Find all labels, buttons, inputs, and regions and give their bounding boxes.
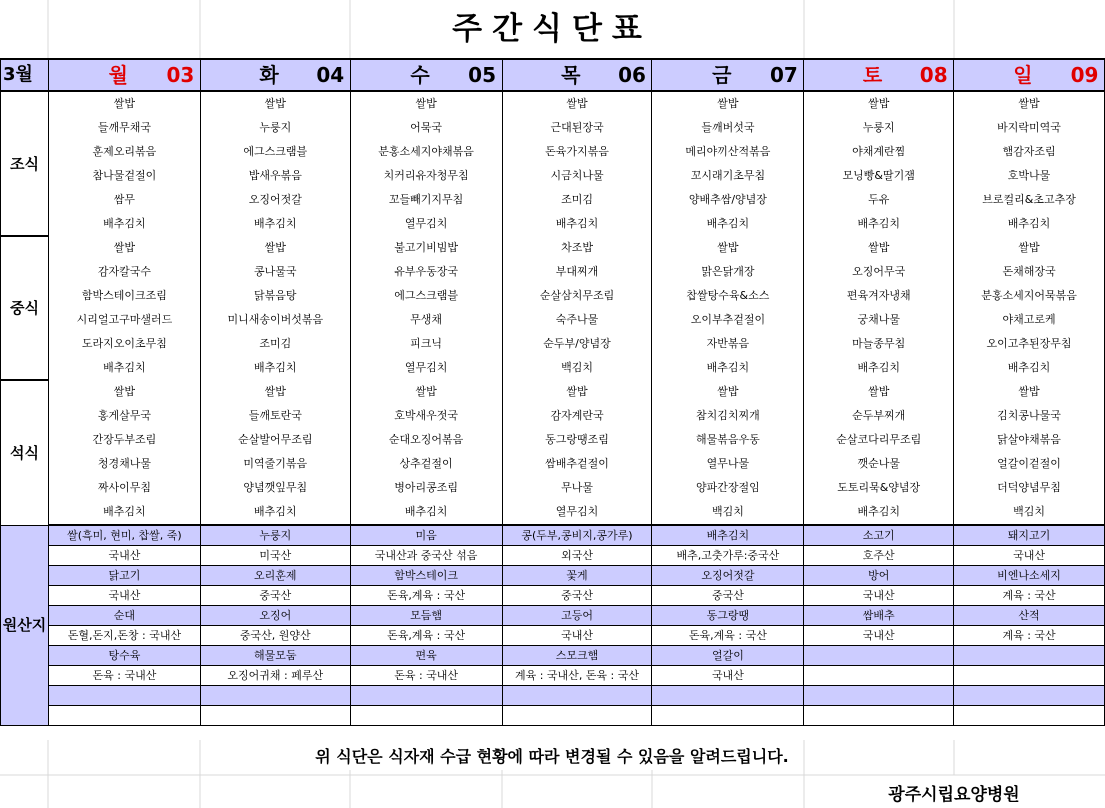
menu-item: 무나물 [502, 476, 652, 500]
menu-item: 분홍소세지야채볶음 [350, 140, 502, 164]
menu-item: 쌀밥 [200, 236, 350, 260]
origin-ingredient [502, 686, 652, 706]
origin-ingredient: 얼갈이 [652, 646, 804, 666]
meal-label: 석식 [1, 380, 49, 525]
origin-ingredient [652, 686, 804, 706]
meal-label: 조식 [1, 91, 49, 236]
menu-item: 마늘종무침 [804, 332, 954, 356]
menu-item: 근대된장국 [502, 116, 652, 140]
origin-country [804, 666, 954, 686]
menu-item: 쌀밥 [502, 380, 652, 404]
menu-item: 깻순나물 [804, 452, 954, 476]
menu-item: 쌀밥 [804, 91, 954, 116]
origin-ingredient: 미음 [350, 525, 502, 546]
menu-item: 꼬들빼기지무침 [350, 188, 502, 212]
menu-item: 배추김치 [200, 212, 350, 236]
menu-item: 쌈무 [48, 188, 200, 212]
menu-item: 피크닉 [350, 332, 502, 356]
origin-country: 계육 : 국산 [954, 586, 1105, 606]
menu-item: 차조밥 [502, 236, 652, 260]
menu-item: 밥새우볶음 [200, 164, 350, 188]
day-date: 03 [166, 63, 195, 87]
day-header [954, 59, 1105, 91]
hospital-name: 광주시립요양병원 [888, 785, 1020, 805]
menu-item: 치커리유자청무침 [350, 164, 502, 188]
day-date: 06 [618, 63, 646, 87]
menu-item: 쌀밥 [200, 91, 350, 116]
menu-item: 배추김치 [652, 356, 804, 380]
origin-country: 외국산 [502, 546, 652, 566]
origin-country: 국내산 [48, 586, 200, 606]
origin-ingredient [48, 686, 200, 706]
menu-item: 양념깻잎무침 [200, 476, 350, 500]
origin-ingredient: 편육 [350, 646, 502, 666]
menu-row [1, 404, 1105, 428]
menu-item: 콩나물국 [200, 260, 350, 284]
origin-country: 돈혈,돈지,돈창 : 국내산 [48, 626, 200, 646]
menu-row [1, 260, 1105, 284]
origin-country: 돈육,계육 : 국산 [350, 586, 502, 606]
origin-ingredient: 모듬햄 [350, 606, 502, 626]
origin-ingredient: 순대 [48, 606, 200, 626]
menu-item: 브로컬리&초고추장 [954, 188, 1105, 212]
menu-item: 조미김 [200, 332, 350, 356]
menu-item: 배추김치 [804, 212, 954, 236]
day-date: 07 [769, 63, 798, 87]
origin-country: 국내산 [804, 626, 954, 646]
menu-item: 배추김치 [954, 356, 1105, 380]
menu-item: 모닝빵&딸기잼 [804, 164, 954, 188]
menu-item: 백김치 [502, 356, 652, 380]
menu-row [1, 452, 1105, 476]
day-name: 수 [410, 63, 430, 87]
origin-country: 돈육 : 국내산 [350, 666, 502, 686]
menu-item: 배추김치 [48, 212, 200, 236]
day-name: 일 [1013, 63, 1033, 87]
origin-ingredient [954, 646, 1105, 666]
day-date: 05 [468, 63, 497, 87]
origin-ingredient: 닭고기 [48, 566, 200, 586]
origin-country: 계육 : 국내산, 돈육 : 국산 [502, 666, 652, 686]
menu-item: 쌀밥 [954, 236, 1105, 260]
menu-item: 쌀밥 [804, 380, 954, 404]
menu-item: 쌀밥 [652, 380, 804, 404]
menu-item: 무생채 [350, 308, 502, 332]
origin-country [804, 706, 954, 726]
menu-row [1, 380, 1105, 404]
origin-country: 돈육,계육 : 국산 [350, 626, 502, 646]
origin-country: 계육 : 국산 [954, 626, 1105, 646]
menu-row [1, 308, 1105, 332]
origin-country: 국내산과 중국산 섞음 [350, 546, 502, 566]
origin-ingredient: 돼지고기 [954, 525, 1105, 546]
weekly-menu-table [0, 58, 1105, 726]
menu-item: 쌀밥 [804, 236, 954, 260]
menu-item: 야채계란찜 [804, 140, 954, 164]
origin-ingredient: 동그랑땡 [652, 606, 804, 626]
origin-ingredient: 스모크햄 [502, 646, 652, 666]
origin-row [1, 686, 1105, 706]
origin-country [502, 706, 652, 726]
origin-ingredient: 탕수육 [48, 646, 200, 666]
menu-row [1, 500, 1105, 525]
menu-item: 오징어무국 [804, 260, 954, 284]
origin-ingredient: 산적 [954, 606, 1105, 626]
origin-ingredient: 고등어 [502, 606, 652, 626]
day-header [652, 59, 804, 91]
menu-item: 햄감자조림 [954, 140, 1105, 164]
origin-label: 원산지 [1, 525, 49, 726]
menu-row [1, 188, 1105, 212]
menu-item: 배추김치 [200, 500, 350, 525]
day-header [48, 59, 200, 91]
menu-item: 오징어젓갈 [200, 188, 350, 212]
menu-item: 궁채나물 [804, 308, 954, 332]
menu-item: 오이부추겉절이 [652, 308, 804, 332]
menu-item: 에그스크램블 [200, 140, 350, 164]
menu-item: 쌈배추겉절이 [502, 452, 652, 476]
menu-item: 순대오징어볶음 [350, 428, 502, 452]
menu-item: 불고기비빔밥 [350, 236, 502, 260]
origin-country: 국내산 [804, 586, 954, 606]
origin-ingredient: 방어 [804, 566, 954, 586]
origin-country: 돈육,계육 : 국산 [652, 626, 804, 646]
menu-item: 두유 [804, 188, 954, 212]
origin-country [954, 666, 1105, 686]
origin-row [1, 646, 1105, 666]
origin-country: 국내산 [48, 546, 200, 566]
origin-country [48, 706, 200, 726]
origin-country: 중국산 [652, 586, 804, 606]
menu-item: 쌀밥 [350, 380, 502, 404]
menu-item: 쌀밥 [48, 91, 200, 116]
menu-item: 김치콩나물국 [954, 404, 1105, 428]
menu-item: 열무나물 [652, 452, 804, 476]
menu-item: 도토리묵&양념장 [804, 476, 954, 500]
origin-country: 중국산, 원양산 [200, 626, 350, 646]
origin-country: 배추,고춧가루:중국산 [652, 546, 804, 566]
menu-item: 메리야끼산적볶음 [652, 140, 804, 164]
day-name: 화 [259, 63, 279, 87]
menu-item: 감자칼국수 [48, 260, 200, 284]
menu-item: 양파간장절임 [652, 476, 804, 500]
menu-item: 자반볶음 [652, 332, 804, 356]
origin-ingredient [804, 686, 954, 706]
menu-row [1, 212, 1105, 236]
menu-item: 닭볶음탕 [200, 284, 350, 308]
day-name: 목 [561, 63, 581, 87]
origin-country [954, 706, 1105, 726]
menu-item: 닭살야채볶음 [954, 428, 1105, 452]
day-header [350, 59, 502, 91]
origin-country: 오징어귀채 : 페루산 [200, 666, 350, 686]
menu-item: 쌀밥 [48, 380, 200, 404]
origin-row [1, 626, 1105, 646]
origin-country: 호주산 [804, 546, 954, 566]
menu-item: 백김치 [652, 500, 804, 525]
menu-row [1, 140, 1105, 164]
day-date: 08 [919, 63, 948, 87]
menu-item: 시금치나물 [502, 164, 652, 188]
menu-item: 부대찌개 [502, 260, 652, 284]
menu-item: 순두부/양념장 [502, 332, 652, 356]
menu-item: 배추김치 [954, 212, 1105, 236]
menu-row [1, 356, 1105, 380]
origin-row [1, 586, 1105, 606]
origin-ingredient: 함박스테이크 [350, 566, 502, 586]
origin-ingredient: 누룽지 [200, 525, 350, 546]
origin-country: 중국산 [502, 586, 652, 606]
origin-ingredient [350, 686, 502, 706]
origin-row [1, 546, 1105, 566]
day-date: 09 [1070, 63, 1099, 87]
menu-item: 배추김치 [48, 500, 200, 525]
menu-row [1, 284, 1105, 308]
menu-item: 배추김치 [48, 356, 200, 380]
menu-item: 더덕양념무침 [954, 476, 1105, 500]
menu-item: 쌀밥 [954, 91, 1105, 116]
menu-item: 들깨토란국 [200, 404, 350, 428]
menu-item: 순살삼치무조림 [502, 284, 652, 308]
menu-item: 쌀밥 [350, 91, 502, 116]
menu-row [1, 236, 1105, 260]
origin-ingredient: 콩(두부,콩비지,콩가루) [502, 525, 652, 546]
day-header [200, 59, 350, 91]
meal-label: 중식 [1, 236, 49, 380]
menu-row [1, 116, 1105, 140]
menu-item: 오이고추된장무침 [954, 332, 1105, 356]
menu-item: 쌀밥 [954, 380, 1105, 404]
menu-item: 누룽지 [200, 116, 350, 140]
origin-row [1, 606, 1105, 626]
origin-country [200, 706, 350, 726]
origin-row [1, 666, 1105, 686]
menu-item: 배추김치 [804, 500, 954, 525]
menu-item: 들깨버섯국 [652, 116, 804, 140]
day-name: 금 [712, 63, 732, 87]
origin-ingredient [200, 686, 350, 706]
menu-item: 참나물겉절이 [48, 164, 200, 188]
origin-country: 미국산 [200, 546, 350, 566]
menu-item: 누룽지 [804, 116, 954, 140]
menu-item: 도라지오이초무침 [48, 332, 200, 356]
menu-item: 쌀밥 [652, 91, 804, 116]
menu-item: 맑은닭개장 [652, 260, 804, 284]
origin-ingredient [954, 686, 1105, 706]
menu-item: 참치김치찌개 [652, 404, 804, 428]
menu-item: 순두부찌개 [804, 404, 954, 428]
day-header [804, 59, 954, 91]
origin-row [1, 706, 1105, 726]
menu-item: 꼬시래기초무침 [652, 164, 804, 188]
menu-item: 배추김치 [350, 500, 502, 525]
menu-item: 쌀밥 [652, 236, 804, 260]
origin-country [652, 706, 804, 726]
menu-item: 미니새송이버섯볶음 [200, 308, 350, 332]
origin-ingredient: 쌈배추 [804, 606, 954, 626]
page-title: 주간식단표 [452, 11, 652, 47]
origin-country: 국내산 [954, 546, 1105, 566]
menu-item: 호박새우젓국 [350, 404, 502, 428]
menu-item: 배추김치 [652, 212, 804, 236]
menu-item: 훈제오리볶음 [48, 140, 200, 164]
origin-country: 국내산 [502, 626, 652, 646]
menu-row [1, 91, 1105, 116]
menu-item: 열무김치 [350, 356, 502, 380]
menu-item: 백김치 [954, 500, 1105, 525]
menu-item: 순살발어무조림 [200, 428, 350, 452]
menu-row [1, 428, 1105, 452]
origin-country: 국내산 [652, 666, 804, 686]
origin-ingredient: 오징어젓갈 [652, 566, 804, 586]
menu-item: 동그랑땡조림 [502, 428, 652, 452]
origin-ingredient: 쌀(흑미, 현미, 찹쌀, 죽) [48, 525, 200, 546]
menu-item: 열무김치 [502, 500, 652, 525]
menu-item: 해물볶음우동 [652, 428, 804, 452]
menu-item: 조미김 [502, 188, 652, 212]
menu-row [1, 164, 1105, 188]
menu-item: 분홍소세지어묵볶음 [954, 284, 1105, 308]
menu-item: 돈채해장국 [954, 260, 1105, 284]
menu-item: 병아리콩조림 [350, 476, 502, 500]
origin-country [350, 706, 502, 726]
origin-country: 중국산 [200, 586, 350, 606]
change-notice: 위 식단은 식자재 수급 현황에 따라 변경될 수 있음을 알려드립니다. [315, 747, 789, 766]
origin-ingredient [804, 646, 954, 666]
menu-item: 미역줄기볶음 [200, 452, 350, 476]
menu-item: 숙주나물 [502, 308, 652, 332]
menu-item: 호박나물 [954, 164, 1105, 188]
menu-item: 쌀밥 [502, 91, 652, 116]
menu-item: 야채고로케 [954, 308, 1105, 332]
day-date: 04 [316, 63, 345, 87]
origin-ingredient: 오징어 [200, 606, 350, 626]
menu-item: 감자계란국 [502, 404, 652, 428]
menu-item: 들깨무채국 [48, 116, 200, 140]
menu-item: 순살코다리무조림 [804, 428, 954, 452]
origin-ingredient: 비엔나소세지 [954, 566, 1105, 586]
menu-item: 양배추쌈/양념장 [652, 188, 804, 212]
day-name: 토 [862, 63, 883, 87]
origin-ingredient: 해물모둠 [200, 646, 350, 666]
origin-row [1, 525, 1105, 546]
origin-ingredient: 배추김치 [652, 525, 804, 546]
menu-item: 바지락미역국 [954, 116, 1105, 140]
menu-item: 에그스크램블 [350, 284, 502, 308]
menu-item: 찹쌀탕수육&소스 [652, 284, 804, 308]
menu-row [1, 476, 1105, 500]
menu-item: 유부우동장국 [350, 260, 502, 284]
day-name: 월 [108, 63, 128, 87]
menu-row [1, 332, 1105, 356]
menu-item: 홍게살무국 [48, 404, 200, 428]
menu-item: 배추김치 [804, 356, 954, 380]
menu-item: 얼갈이겉절이 [954, 452, 1105, 476]
menu-item: 배추김치 [502, 212, 652, 236]
origin-country: 돈육 : 국내산 [48, 666, 200, 686]
menu-item: 시리얼고구마샐러드 [48, 308, 200, 332]
menu-item: 편육겨자냉채 [804, 284, 954, 308]
menu-item: 함박스테이크조림 [48, 284, 200, 308]
origin-ingredient: 오리훈제 [200, 566, 350, 586]
menu-item: 짜사이무침 [48, 476, 200, 500]
menu-item: 쌀밥 [48, 236, 200, 260]
menu-item: 청경채나물 [48, 452, 200, 476]
menu-item: 열무김치 [350, 212, 502, 236]
menu-item: 간장두부조림 [48, 428, 200, 452]
menu-item: 쌀밥 [200, 380, 350, 404]
menu-item: 상추겉절이 [350, 452, 502, 476]
origin-ingredient: 꽃게 [502, 566, 652, 586]
origin-ingredient: 소고기 [804, 525, 954, 546]
day-header [502, 59, 652, 91]
day-header-row [1, 59, 1105, 91]
menu-item: 어묵국 [350, 116, 502, 140]
menu-item: 돈육가지볶음 [502, 140, 652, 164]
month-label: 3월 [1, 59, 49, 91]
origin-row [1, 566, 1105, 586]
menu-item: 배추김치 [200, 356, 350, 380]
